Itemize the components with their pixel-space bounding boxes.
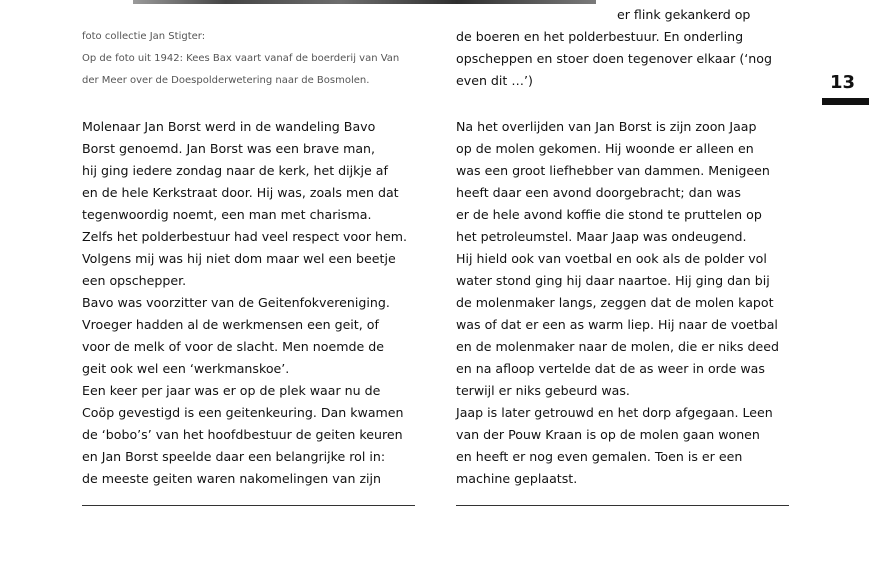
- left-column-line: Bavo was voorzitter van de Geitenfokvereniging.: [82, 295, 390, 310]
- left-text-column: [82, 116, 407, 490]
- right-column-line: en na afloop vertelde dat de as weer in orde was: [456, 361, 765, 376]
- right-column-line: het petroleumstel. Maar Jaap was ondeugend.: [456, 229, 747, 244]
- right-column-line: op de molen gekomen. Hij woonde er alleen en: [456, 141, 754, 156]
- left-column-line: tegenwoordig noemt, een man met charisma.: [82, 207, 372, 222]
- left-column-line: Een keer per jaar was er op de plek waar nu de: [82, 383, 381, 398]
- right-column-line: Jaap is later getrouwd en het dorp afgegaan. Leen: [456, 405, 773, 420]
- right-top-line-2: de boeren en het polderbestuur. En onderling: [456, 29, 744, 44]
- right-column-line: Na het overlijden van Jan Borst is zijn zoon Jaap: [456, 119, 757, 134]
- page-marker-bar: [822, 98, 869, 105]
- right-column-line: de molenmaker langs, zeggen dat de molen kapot: [456, 295, 774, 310]
- left-column-line: voor de melk of voor de slacht. Men noemde de: [82, 339, 384, 354]
- right-column-line: Hij hield ook van voetbal en ook als de polder vol: [456, 251, 767, 266]
- page-number: 13: [830, 72, 856, 93]
- right-column-line: terwijl er niks gebeurd was.: [456, 383, 630, 398]
- left-column-line: Volgens mij was hij niet dom maar wel een beetje: [82, 251, 396, 266]
- right-column-line: en de molenmaker naar de molen, die er niks deed: [456, 339, 779, 354]
- left-column-line: Molenaar Jan Borst werd in de wandeling Bavo: [82, 119, 376, 134]
- left-column-line: Vroeger hadden al de werkmensen een geit, of: [82, 317, 379, 332]
- caption-line-2: der Meer over de Doespolderwetering naar de Bosmolen.: [82, 75, 370, 86]
- right-column-line: en heeft er nog even gemalen. Toen is er een: [456, 449, 743, 464]
- right-column-line: er de hele avond koffie die stond te pruttelen op: [456, 207, 762, 222]
- left-column-line: Coöp gevestigd is een geitenkeuring. Dan kwamen: [82, 405, 404, 420]
- right-top-line-1: er flink gekankerd op: [617, 7, 751, 22]
- right-top-line-3: opscheppen en stoer doen tegenover elkaar (‘nog: [456, 51, 772, 66]
- right-column-line: van der Pouw Kraan is op de molen gaan wonen: [456, 427, 760, 442]
- left-column-line: geit ook wel een ‘werkmanskoe’.: [82, 361, 290, 376]
- right-column-rule: [456, 505, 789, 506]
- left-column-line: een opschepper.: [82, 273, 187, 288]
- right-column-line: was een groot liefhebber van dammen. Menigeen: [456, 163, 770, 178]
- left-column-line: de meeste geiten waren nakomelingen van zijn: [82, 471, 382, 486]
- right-text-column: [456, 116, 779, 490]
- right-column-line: heeft daar een avond doorgebracht; dan was: [456, 185, 741, 200]
- right-column-line: water stond ging hij daar naartoe. Hij ging dan bij: [456, 273, 770, 288]
- right-top-line-4: even dit …’): [456, 73, 533, 88]
- photo-bottom-edge: [133, 0, 596, 4]
- left-column-line: de ‘bobo’s’ van het hoofdbestuur de geiten keuren: [82, 427, 403, 442]
- right-column-line: was of dat er een as warm liep. Hij naar de voetbal: [456, 317, 778, 332]
- photo-credit: foto collectie Jan Stigter:: [82, 31, 206, 42]
- left-column-line: hij ging iedere zondag naar de kerk, het dijkje af: [82, 163, 388, 178]
- left-column-line: Zelfs het polderbestuur had veel respect voor hem.: [82, 229, 408, 244]
- left-column-line: Borst genoemd. Jan Borst was een brave man,: [82, 141, 376, 156]
- left-column-rule: [82, 505, 415, 506]
- caption-line-1: Op de foto uit 1942: Kees Bax vaart vanaf de boerderij van Van: [82, 53, 400, 64]
- left-column-line: en de hele Kerkstraat door. Hij was, zoals men dat: [82, 185, 399, 200]
- right-column-line: machine geplaatst.: [456, 471, 578, 486]
- left-column-line: en Jan Borst speelde daar een belangrijke rol in:: [82, 449, 386, 464]
